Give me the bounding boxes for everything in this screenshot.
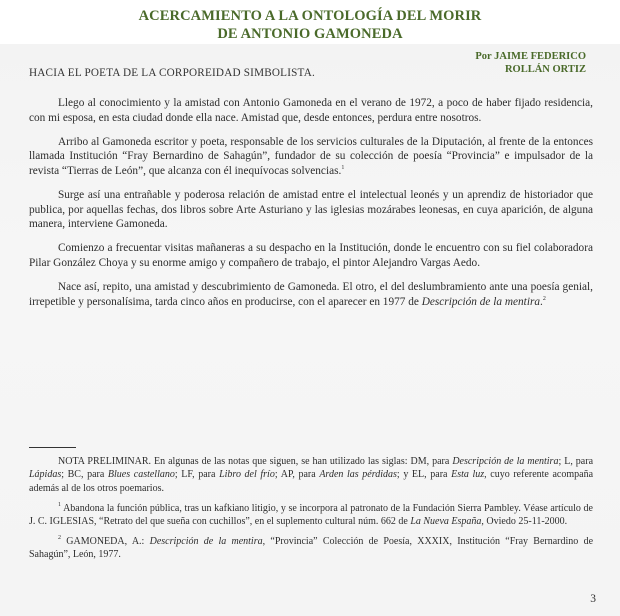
note-text: ; BC, para [61, 469, 108, 481]
note-text: , “Provincia” Colección de Poesía, XXXIX, Institución “Fray Bernardino de Sahagún”, León, 1977. [29, 536, 594, 561]
footnote-2 [29, 535, 593, 562]
article-title-line-1: ACERCAMIENTO A LA ONTOLOGÍA DEL MORIR [138, 8, 482, 24]
note-title: Esta luz [451, 469, 485, 481]
paragraph-4: Comienzo a frecuentar visitas mañaneras a su despacho en la Institución, donde le encuentro con su fiel colaboradora Pilar González Choya y su enorme amigo y compañero de trabajo, el pintor Alejandro Vargas Aedo. [29, 242, 593, 269]
author-byline [475, 50, 586, 76]
paragraph-1: Llego al conocimiento y la amistad con Antonio Gamoneda en el verano de 1972, a poco de haber fijado residencia, con mi esposa, en esta ciudad donde ella nace. Amistad que, desde entonces, perdura entre nosotros. [29, 97, 593, 124]
note-text: ; AP, para [274, 469, 320, 481]
note-text: Abandona la función pública, tras un kafkiano litigio, y se incorpora al patronato de la Fundación Sierra Pambley. Véase artículo de J. C. IGLESIAS, “Retrato del que sueña con cuchillos”, en el suplemento cultural núm. 662 de [29, 502, 593, 528]
footnotes [29, 455, 593, 568]
paragraph-5-end: . [540, 295, 543, 308]
note-title: Blues castellano [107, 469, 175, 481]
paragraph-3: Surge así una entrañable y poderosa relación de amistad entre el intelectual leonés y un aprendiz de historiador que publica, por aquellas fechas, dos libros sobre Arte Asturiano y las iglesias mozárabes leonesas, en cuya aparición, de alguna manera, interviene Gamoneda. [29, 188, 593, 231]
paragraph-5 [29, 280, 593, 309]
note-text: , cuyo referente acompaña además al de los otros poemarios. [29, 469, 594, 494]
paragraph-2-text: Arribo al Gamoneda escritor y poeta, responsable de los servicios culturales de la Diputación, al frente de la entonces llamada Institución “Fray Bernardino de Sahagún”, fundador de su colección de poesía “Provincia” e impulsador de la revista “Tierras de León”, que alcanza con él inequívocas solvencias. [29, 135, 593, 177]
paragraph-5-text: Nace así, repito, una amistad y descubrimiento de Gamoneda. El otro, el del deslumbramiento ante una poesía genial, irrepetible y personalísima, tarda cinco años en producirse, con el aparecer en 1977 de [29, 280, 593, 308]
footnote-ref-1[interactable]: 1 [341, 164, 345, 171]
note-title: Arden las pérdidas [319, 469, 397, 481]
note-text: ; y EL, para [396, 469, 452, 481]
note-text: GAMONEDA, A.: [61, 536, 150, 548]
note-preliminar [29, 455, 593, 495]
byline-line-1: Por JAIME FEDERICO [475, 51, 586, 62]
note-text: NOTA PRELIMINAR. En algunas de las notas que siguen, se han utilizado las siglas: DM, para [58, 456, 453, 467]
page-number: 3 [590, 593, 596, 605]
footnote-1 [29, 502, 593, 529]
footnote-number: 1 [58, 501, 61, 508]
section-heading: HACIA EL POETA DE LA CORPOREIDAD SIMBOLISTA. [29, 67, 315, 79]
footnote-ref-2[interactable]: 2 [542, 295, 546, 302]
paragraph-2 [29, 135, 593, 179]
article-title-line-2: DE ANTONIO GAMONEDA [217, 26, 403, 42]
note-text: ; LF, para [174, 469, 220, 481]
note-title: Descripción de la mentira [149, 536, 263, 548]
note-title: La Nueva España [410, 516, 482, 528]
footnote-separator [29, 447, 76, 448]
note-text: , Oviedo 25-11-2000. [481, 516, 568, 528]
article-body [29, 96, 593, 319]
footnote-number: 2 [58, 535, 61, 542]
note-text: ; L, para [558, 456, 594, 467]
book-title-descripcion: Descripción de la mentira [421, 295, 540, 308]
note-title: Descripción de la mentira [452, 456, 559, 467]
byline-line-2: ROLLÁN ORTIZ [504, 64, 586, 75]
note-title: Libro del frío [219, 469, 275, 481]
note-title: Lápidas [29, 469, 62, 481]
